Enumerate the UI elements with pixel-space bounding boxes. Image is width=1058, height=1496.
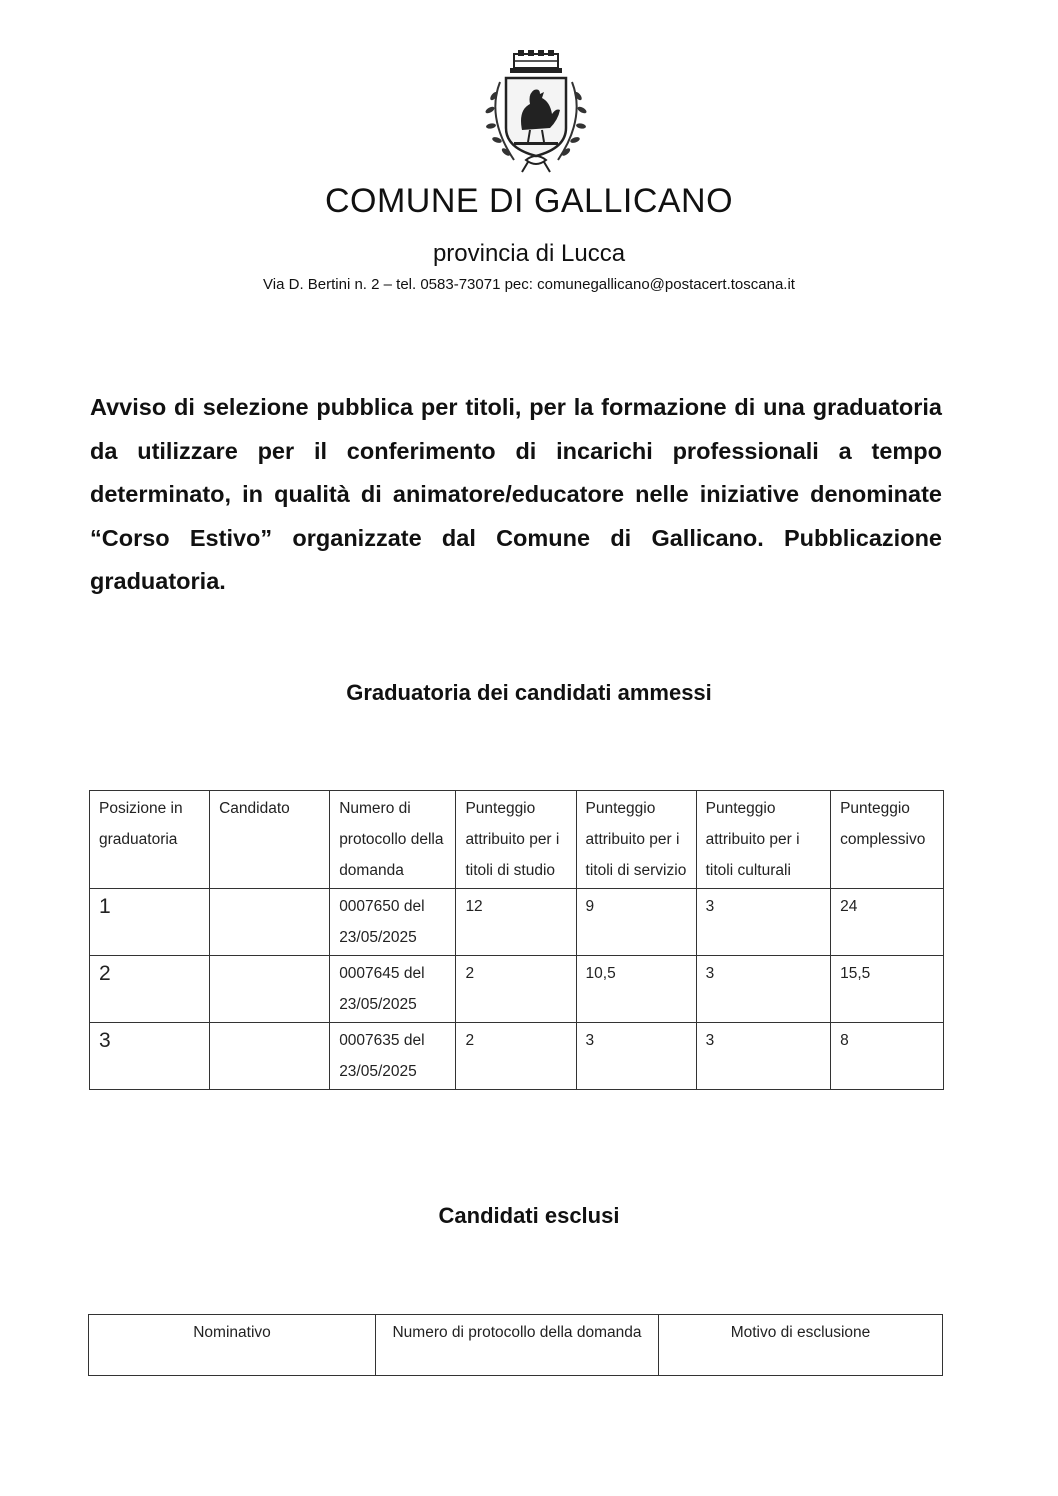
cell-service-score: 3 <box>576 1023 696 1090</box>
cell-position: 2 <box>90 956 210 1023</box>
municipality-name: COMUNE DI GALLICANO <box>324 182 734 220</box>
header-study-score: Punteggio attribuito per i titoli di studio <box>456 791 576 889</box>
table-row <box>90 956 944 1023</box>
cell-total-score: 24 <box>831 889 944 956</box>
table-header-row <box>90 791 944 889</box>
notice-text: Avviso di selezione pubblica per titoli, per la formazione di una graduatoria da utilizzare per il conferimento di incarichi professionali a tempo determinato, in qualità di animatore/educatore nelle iniziative denominate “Corso Estivo” organizzate dal Comune di Gallicano. Pubblicazione graduatoria. <box>90 394 942 594</box>
header-cultural-score: Punteggio attribuito per i titoli culturali <box>696 791 830 889</box>
cell-position: 3 <box>90 1023 210 1090</box>
header-candidate: Candidato <box>210 791 330 889</box>
cell-candidate <box>210 956 330 1023</box>
cell-cultural-score: 3 <box>696 1023 830 1090</box>
header-total-score: Punteggio complessivo <box>831 791 944 889</box>
cell-study-score: 2 <box>456 956 576 1023</box>
rooster-coat-of-arms-icon <box>470 48 602 180</box>
cell-cultural-score: 3 <box>696 889 830 956</box>
excluded-table <box>88 1314 943 1376</box>
cell-service-score: 9 <box>576 889 696 956</box>
table-row <box>90 889 944 956</box>
cell-candidate <box>210 1023 330 1090</box>
cell-position: 1 <box>90 889 210 956</box>
cell-candidate <box>210 889 330 956</box>
header-protocol: Numero di protocollo della domanda <box>376 1315 659 1376</box>
ranking-table <box>89 790 944 1090</box>
cell-total-score: 15,5 <box>831 956 944 1023</box>
cell-study-score: 2 <box>456 1023 576 1090</box>
cell-service-score: 10,5 <box>576 956 696 1023</box>
province-name: provincia di Lucca <box>432 240 626 267</box>
cell-protocol: 0007645 del 23/05/2025 <box>330 956 456 1023</box>
header-name: Nominativo <box>89 1315 376 1376</box>
table-header-row <box>89 1315 943 1376</box>
cell-protocol: 0007635 del 23/05/2025 <box>330 1023 456 1090</box>
header-service-score: Punteggio attribuito per i titoli di servizio <box>576 791 696 889</box>
ranking-title: Graduatoria dei candidati ammessi <box>346 680 712 705</box>
cell-study-score: 12 <box>456 889 576 956</box>
header-exclusion-reason: Motivo di esclusione <box>659 1315 943 1376</box>
cell-protocol: 0007650 del 23/05/2025 <box>330 889 456 956</box>
cell-total-score: 8 <box>831 1023 944 1090</box>
header-position: Posizione in graduatoria <box>90 791 210 889</box>
header-protocol: Numero di protocollo della domanda <box>330 791 456 889</box>
table-row <box>90 1023 944 1090</box>
cell-cultural-score: 3 <box>696 956 830 1023</box>
excluded-title: Candidati esclusi <box>438 1203 620 1228</box>
contact-address: Via D. Bertini n. 2 – tel. 0583-73071 pec: comunegallicano@postacert.toscana.it <box>263 276 795 293</box>
